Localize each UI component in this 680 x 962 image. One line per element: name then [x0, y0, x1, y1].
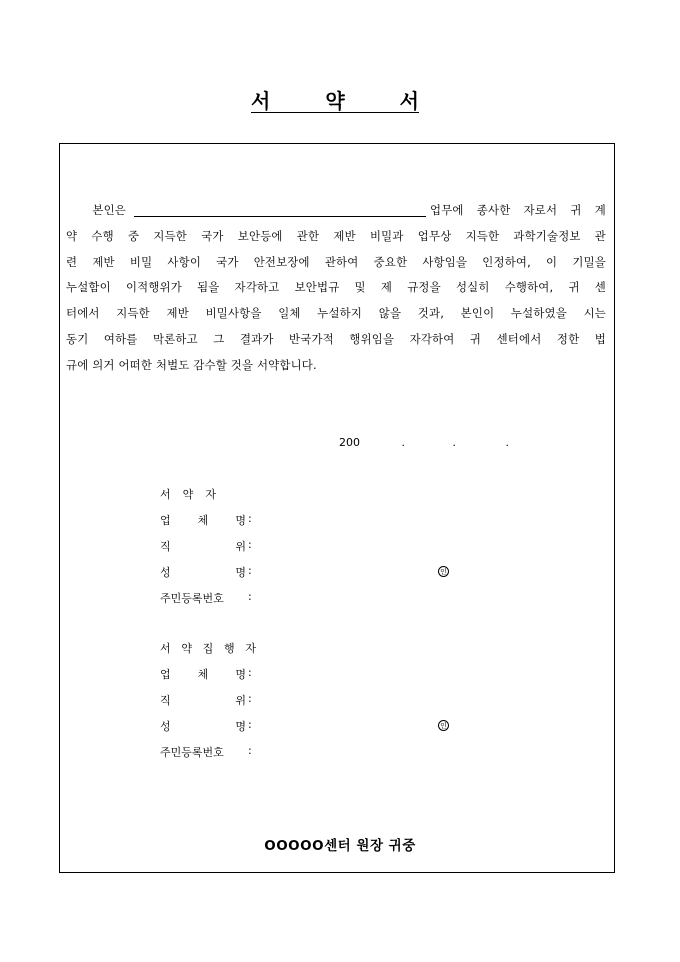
pledge-body	[66, 198, 606, 379]
body-line: 동기 여하를 막론하고 그 결과가 반국가적 행위임을 자각하여 귀 센터에서 정한 법	[66, 331, 606, 346]
colon: :	[248, 538, 252, 551]
seal-icon: 인	[438, 566, 449, 577]
recipient-line: OOOOO센터 원장 귀중	[264, 838, 416, 854]
id-label: 주민등록번호	[160, 592, 224, 605]
body-line-text: 업무에 종사한 자로서 귀 계	[430, 203, 606, 217]
colon: :	[248, 666, 252, 679]
label-char: 명	[235, 720, 246, 733]
body-intro: 본인은	[92, 203, 126, 217]
body-line: 터에서 지득한 제반 비밀사항을 일체 누설하지 않을 것과, 본인이 누설하였을 시는	[66, 306, 606, 321]
label-char: 성	[160, 566, 171, 579]
heading-char: 집	[202, 642, 214, 655]
colon: :	[248, 692, 252, 705]
name-blank-line	[134, 202, 426, 217]
colon: :	[248, 590, 252, 603]
colon: :	[248, 744, 252, 757]
colon: :	[248, 718, 252, 731]
colon: :	[248, 564, 252, 577]
heading-char: 서	[160, 488, 171, 501]
heading-char: 자	[245, 642, 256, 655]
title-char: 약	[325, 89, 345, 113]
id-label: 주민등록번호	[160, 746, 224, 759]
label-char: 직	[160, 694, 171, 707]
document-title	[251, 84, 419, 114]
label-char: 체	[197, 668, 209, 681]
label-char: 업	[160, 514, 171, 527]
body-line	[66, 198, 606, 224]
title-underline	[251, 112, 419, 113]
date-year: 200	[339, 436, 360, 449]
heading-char: 서	[160, 642, 171, 655]
title-char: 서	[399, 89, 419, 113]
label-char: 직	[160, 540, 171, 553]
label-char: 명	[235, 566, 246, 579]
date-dot: .	[505, 436, 509, 449]
label-char: 위	[235, 694, 246, 707]
date-dot: .	[452, 436, 456, 449]
label-char: 체	[197, 514, 209, 527]
seal-icon: 인	[438, 720, 449, 731]
label-char: 성	[160, 720, 171, 733]
body-line: 규에 의거 어떠한 처벌도 감수할 것을 서약합니다.	[66, 357, 317, 372]
colon: :	[248, 512, 252, 525]
label-char: 명	[235, 668, 246, 681]
heading-char: 행	[223, 642, 235, 655]
date-line	[339, 436, 509, 449]
label-char: 명	[235, 514, 246, 527]
title-char: 서	[251, 89, 271, 113]
label-char: 위	[235, 540, 246, 553]
heading-char: 약	[181, 642, 192, 655]
label-char: 업	[160, 668, 171, 681]
heading-char: 약	[182, 488, 194, 501]
date-dot: .	[401, 436, 405, 449]
body-line: 련 제반 비밀 사항이 국가 안전보장에 관하여 중요한 사항임을 인정하여, 이 기밀을	[66, 254, 606, 269]
heading-char: 자	[205, 488, 216, 501]
body-line: 누설함이 이적행위가 됨을 자각하고 보안법규 및 제 규정을 성실히 수행하여, 귀 센	[66, 280, 606, 295]
body-line: 약 수행 중 지득한 국가 보안등에 관한 제반 비밀과 업무상 지득한 과학기술정보 관	[66, 228, 606, 243]
